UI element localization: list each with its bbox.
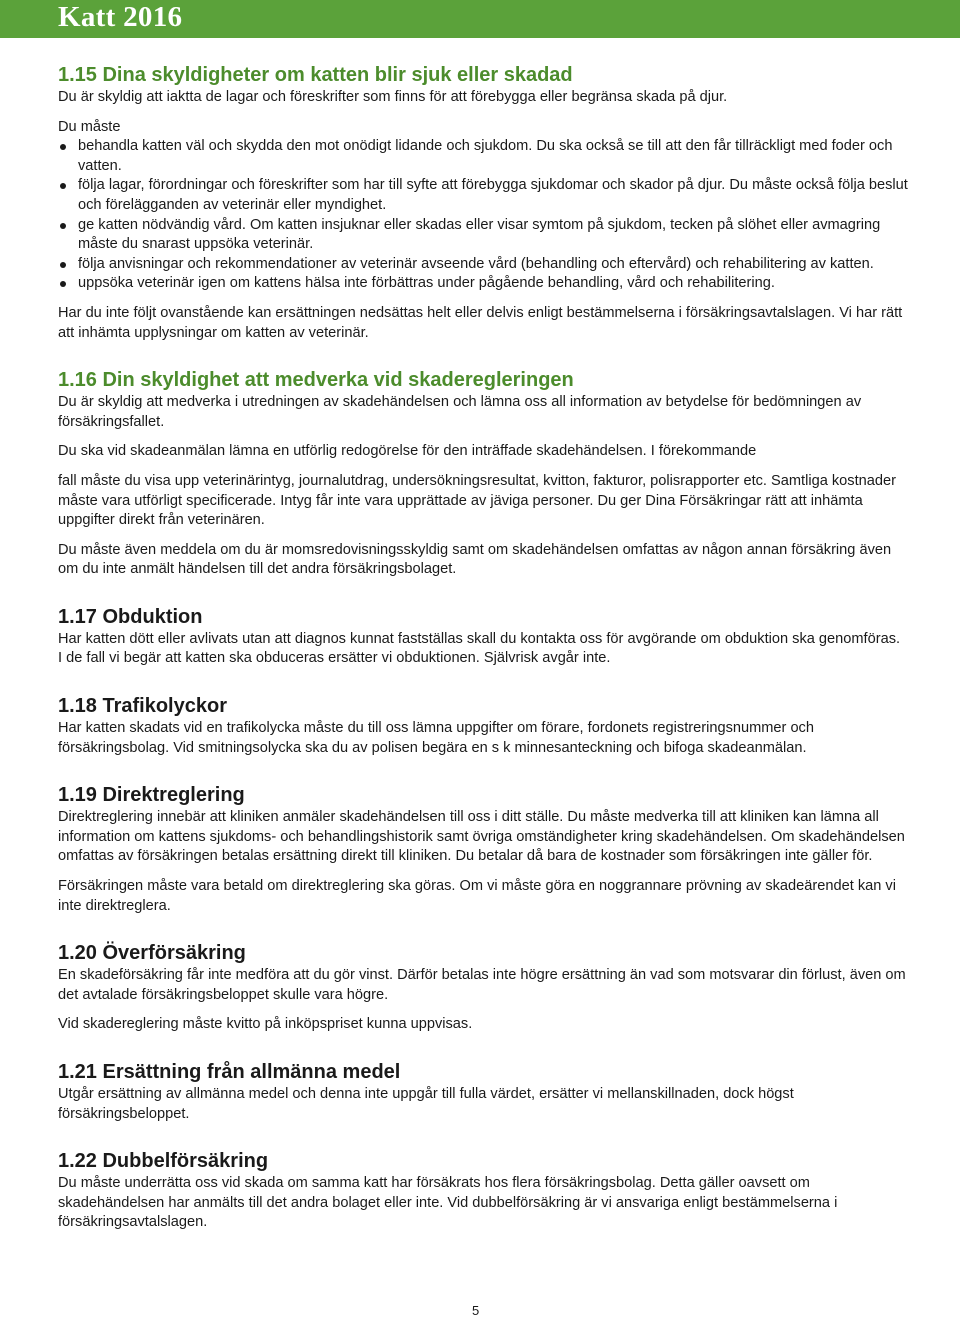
paragraph: Du måste underrätta oss vid skada om samma katt har försäkrats hos flera försäkringsbolag. Detta gäller oavsett om skadehändelsen har anmälts till det andra bolaget eller inte. Vid dubbelförsäkring är vi ansvariga enligt bestämmelserna i försäkringsavtalslagen. — [58, 1175, 838, 1231]
paragraph: Har katten dött eller avlivats utan att diagnos kunnat fastställas skall du kontakta oss för avgörande om obduktion ska genomföras. I de fall vi begär att katten ska obduceras ersätter vi obduktionen. Självrisk avgår inte. — [58, 630, 901, 667]
list-item: följa anvisningar och rekommendationer av veterinär avseende vård (behandling och eftervård) och rehabilitering av katten. — [58, 255, 908, 275]
list-item: uppsöka veterinär igen om kattens hälsa inte förbättras under pågående behandling, vård och rehabilitering. — [58, 274, 908, 294]
section-heading-1-21: 1.21 Ersättning från allmänna medel — [58, 1061, 401, 1083]
bullet-list — [58, 137, 908, 294]
section-heading-1-19: 1.19 Direktreglering — [58, 784, 245, 807]
document-body — [58, 62, 908, 1233]
section-heading-1-17: 1.17 Obduktion — [58, 605, 203, 628]
document-title: Katt 2016 — [58, 1, 183, 33]
list-item: följa lagar, förordningar och föreskrifter som har till syfte att förebygga sjukdomar och skador på djur. Du måste också följa beslut och förelägganden av veterinär eller myndighet. — [58, 176, 908, 215]
paragraph: Har du inte följt ovanstående kan ersättningen nedsättas helt eller delvis enligt bestämmelserna i försäkringsavtalslagen. Vi har rätt att inhämta upplysningar om katten av veterinär. — [58, 304, 903, 341]
paragraph: Vid skadereglering måste kvitto på inköpspriset kunna uppvisas. — [58, 1016, 473, 1033]
section-heading-1-20: 1.20 Överförsäkring — [58, 942, 246, 965]
paragraph: Har katten skadats vid en trafikolycka måste du till oss lämna uppgifter om förare, fordonets registreringsnummer och försäkringsbolag. Vid smitningsolycka ska du av polisen begära en s k minnesanteckning och bifoga skadeanmälan. — [58, 720, 814, 756]
list-item: ge katten nödvändig vård. Om katten insjuknar eller skadas eller visar symtom på sjukdom, tecken på slöhet eller avmagring måste du snarast uppsöka veterinär. — [58, 216, 908, 255]
paragraph: fall måste du visa upp veterinärintyg, journalutdrag, undersökningsresultat, kvitton, fakturor, polisrapporter etc. Samtliga kostnader måste vara utförligt specificerade. Intyg får inte vara upprättade av jäviga personer. Du ger Dina Försäkringar rätt att inhämta uppgifter direkt från veterinären. — [58, 472, 896, 529]
paragraph: Utgår ersättning av allmänna medel och denna inte uppgår till fulla värdet, ersätter vi mellanskillnaden, dock högst försäkringsbeloppet. — [58, 1086, 794, 1122]
list-item: behandla katten väl och skydda den mot onödigt lidande och sjukdom. Du ska också se till att den får tillräckligt med foder och vatten. — [58, 137, 908, 176]
paragraph: Direktreglering innebär att kliniken anmäler skadehändelsen till oss i ditt ställe. Du måste medverka till att kliniken kan lämna all information om kattens sjukdoms- och behandlingshistorik samt övriga omständigheter kring skadehändelsen. Om skadehändelsen omfattas av försäkringen betalas ersättning direkt till kliniken. Du betalar då bara de kostnader som försäkringen inte gäller för. — [58, 809, 905, 865]
paragraph: Du måste — [58, 118, 121, 135]
section-heading-1-22: 1.22 Dubbelförsäkring — [58, 1150, 269, 1173]
paragraph: Du måste även meddela om du är momsredovisningsskyldig samt om skadehändelsen omfattas av någon annan försäkring även om du inte anmält händelsen till det andra försäkringsbolaget. — [58, 541, 892, 578]
paragraph: Du ska vid skadeanmälan lämna en utförlig redogörelse för den inträffade skadehändelsen. I förekommande — [58, 443, 757, 460]
paragraph: Försäkringen måste vara betald om direktreglering ska göras. Om vi måste göra en noggrannare prövning av skadeärendet kan vi inte direktreglera. — [58, 878, 896, 914]
paragraph: Du är skyldig att medverka i utredningen av skadehändelsen och lämna oss all information av betydelse för bedömningen av försäkringsfallet. — [58, 394, 862, 430]
page-number: 5 — [472, 1303, 480, 1318]
section-heading-1-15: 1.15 Dina skyldigheter om katten blir sjuk eller skadad — [58, 64, 573, 86]
section-heading-1-16: 1.16 Din skyldighet att medverka vid skaderegleringen — [58, 369, 574, 392]
section-heading-1-18: 1.18 Trafikolyckor — [58, 695, 227, 718]
paragraph: Du är skyldig att iaktta de lagar och föreskrifter som finns för att förebygga eller begränsa skada på djur. — [58, 89, 728, 105]
paragraph: En skadeförsäkring får inte medföra att du gör vinst. Därför betalas inte högre ersättning än vad som motsvarar din förlust, även om det avtalade försäkringsbeloppet skulle vara högre. — [58, 967, 906, 1003]
